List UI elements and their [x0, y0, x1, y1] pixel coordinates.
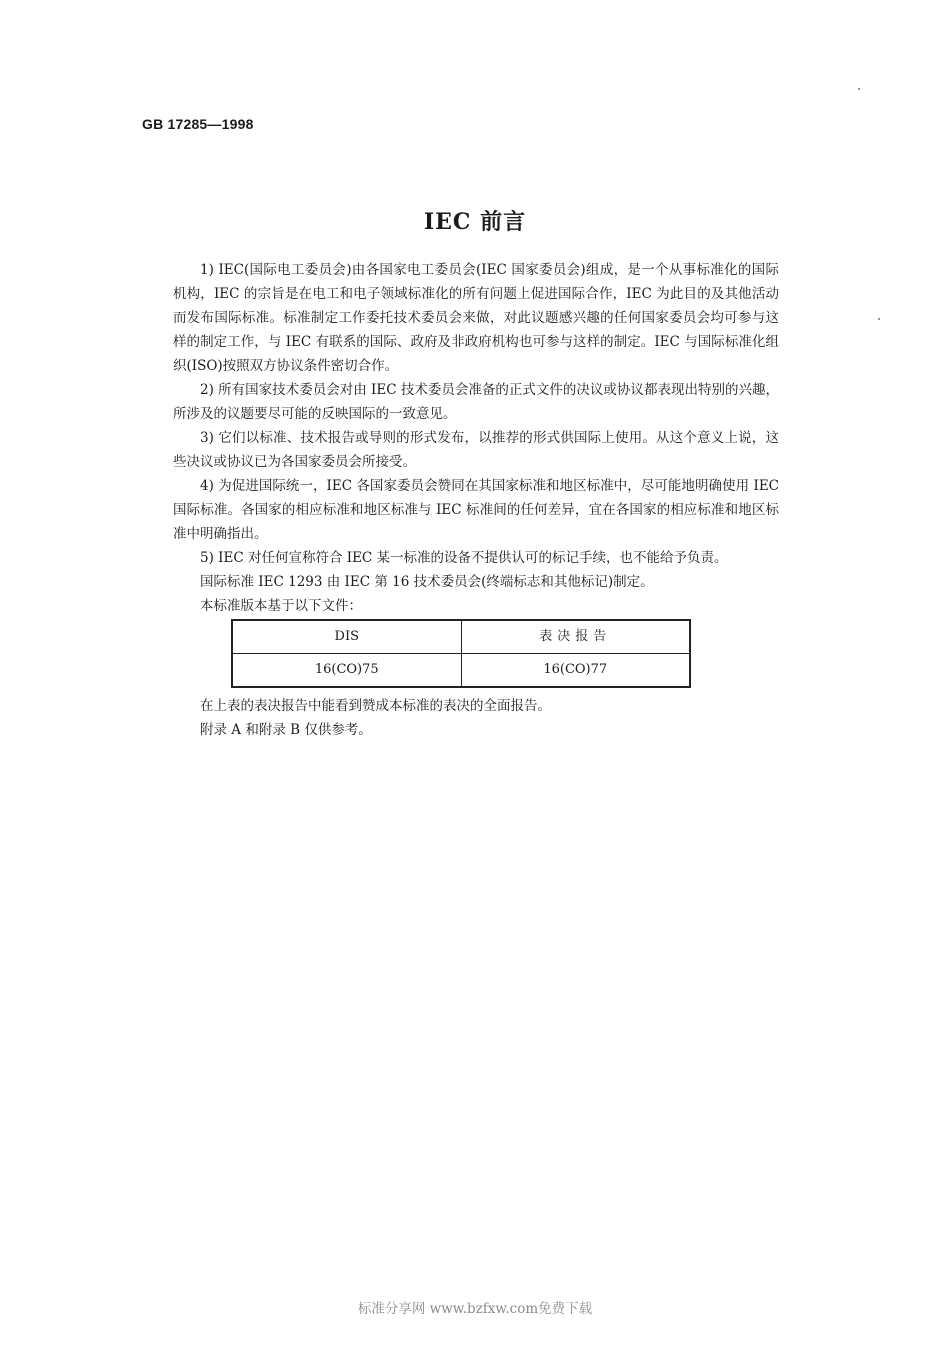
page-title: IEC 前言	[423, 209, 527, 235]
table-cell-voting-report: 16(CO)77	[461, 654, 690, 688]
paragraph-voting-note: 在上表的表决报告中能看到赞成本标准的表决的全面报告。	[200, 698, 551, 714]
paragraph-2: 2) 所有国家技术委员会对由 IEC 技术委员会准备的正式文件的决议或协议都表现出特别的兴趣，所涉及的议题要尽可能的反映国际的一致意见。	[173, 382, 779, 422]
table-row	[232, 654, 690, 688]
scan-speck	[858, 88, 860, 90]
paragraph-1: 1) IEC(国际电工委员会)由各国家电工委员会(IEC 国家委员会)组成，是一个从事标准化的国际机构，IEC 的宗旨是在电工和电子领域标准化的所有问题上促进国际合作，IEC 为此目的及其他活动而发布国际标准。标准制定工作委托技术委员会来做，对此议题感兴趣的任何国家委员会均可参与这样的制定工作，与 IEC 有联系的国际、政府及非政府机构也可参与这样的制定。IEC 与国际标准化组织(ISO)按照双方协议条件密切合作。	[173, 262, 779, 374]
documents-table-wrapper	[231, 619, 691, 688]
paragraph-prepared-by: 国际标准 IEC 1293 由 IEC 第 16 技术委员会(终端标志和其他标记)制定。	[200, 574, 654, 590]
paragraph-5: 5) IEC 对任何宣称符合 IEC 某一标准的设备不提供认可的标记手续，也不能给予负责。	[200, 550, 728, 566]
standard-code: GB 17285—1998	[142, 116, 254, 132]
paragraph-4: 4) 为促进国际统一，IEC 各国家委员会赞同在其国家标准和地区标准中，尽可能地明确使用 IEC 国际标准。各国家的相应标准和地区标准与 IEC 标准间的任何差异，宜在各国家的相应标准和地区标准中明确指出。	[173, 478, 779, 542]
scan-speck	[878, 318, 880, 320]
table-header-voting-report: 表决报告	[461, 620, 690, 654]
paragraph-annex-note: 附录 A 和附录 B 仅供参考。	[200, 722, 372, 738]
table-header-dis: DIS	[232, 620, 461, 654]
paragraph-based-on: 本标准版本基于以下文件：	[200, 598, 362, 614]
table-cell-dis: 16(CO)75	[232, 654, 461, 688]
table-header-row	[232, 620, 690, 654]
documents-table	[231, 619, 691, 688]
document-body	[173, 258, 779, 742]
footer-watermark: 标准分享网 www.bzfxw.com免费下载	[357, 1301, 593, 1317]
paragraph-3: 3) 它们以标准、技术报告或导则的形式发布，以推荐的形式供国际上使用。从这个意义上说，这些决议或协议已为各国家委员会所接受。	[173, 430, 779, 470]
